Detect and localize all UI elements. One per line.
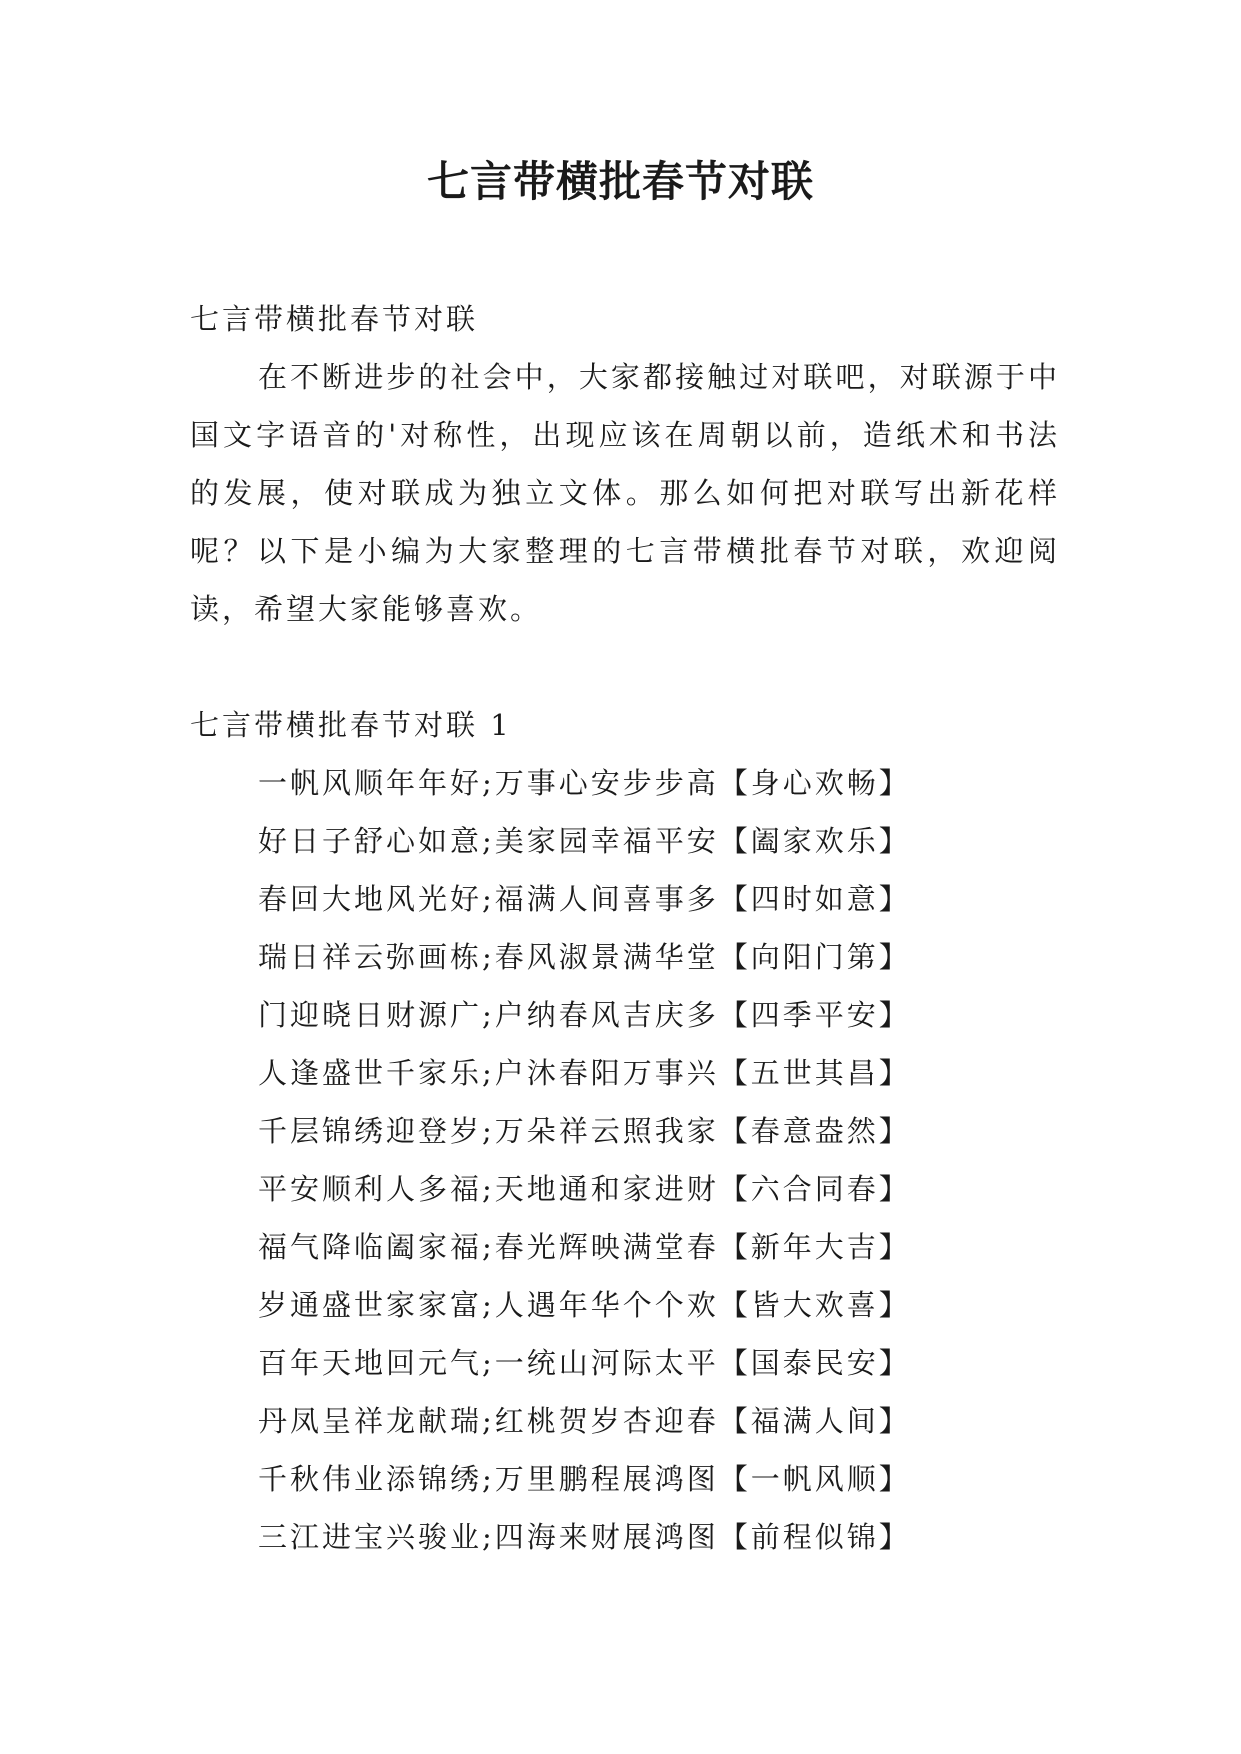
couplet-line: 三江进宝兴骏业;四海来财展鸿图【前程似锦】 [258,1520,911,1554]
couplet-line: 千秋伟业添锦绣;万里鹏程展鸿图【一帆风顺】 [258,1462,911,1496]
section-heading: 七言带横批春节对联 1 [190,708,512,742]
couplet-line: 千层锦绣迎登岁;万朵祥云照我家【春意盎然】 [258,1114,911,1148]
couplet-line: 人逢盛世千家乐;户沐春阳万事兴【五世其昌】 [258,1056,911,1090]
couplet-line: 岁通盛世家家富;人遇年华个个欢【皆大欢喜】 [258,1288,911,1322]
document-title: 七言带横批春节对联 [426,157,814,206]
couplet-line: 一帆风顺年年好;万事心安步步高【身心欢畅】 [258,766,911,800]
document-subtitle: 七言带横批春节对联 [190,302,479,336]
couplet-line: 门迎晓日财源广;户纳春风吉庆多【四季平安】 [258,998,911,1032]
couplet-line: 平安顺利人多福;天地通和家进财【六合同春】 [258,1172,911,1206]
couplet-list [190,754,1060,1566]
couplet-line: 百年天地回元气;一统山河际太平【国泰民安】 [258,1346,911,1380]
couplet-line: 丹凤呈祥龙献瑞;红桃贺岁杏迎春【福满人间】 [258,1404,911,1438]
intro-paragraph: 在不断进步的社会中，大家都接触过对联吧，对联源于中国文字语音的'对称性，出现应该在周朝以前，造纸术和书法的发展，使对联成为独立文体。那么如何把对联写出新花样呢？以下是小编为大家整理的七言带横批春节对联，欢迎阅读，希望大家能够喜欢。 [190,360,1060,626]
couplet-line: 瑞日祥云弥画栋;春风淑景满华堂【向阳门第】 [258,940,911,974]
couplet-line: 春回大地风光好;福满人间喜事多【四时如意】 [258,882,911,916]
couplet-line: 好日子舒心如意;美家园幸福平安【阖家欢乐】 [258,824,911,858]
document-body [190,290,1060,1566]
couplet-line: 福气降临阖家福;春光辉映满堂春【新年大吉】 [258,1230,911,1264]
